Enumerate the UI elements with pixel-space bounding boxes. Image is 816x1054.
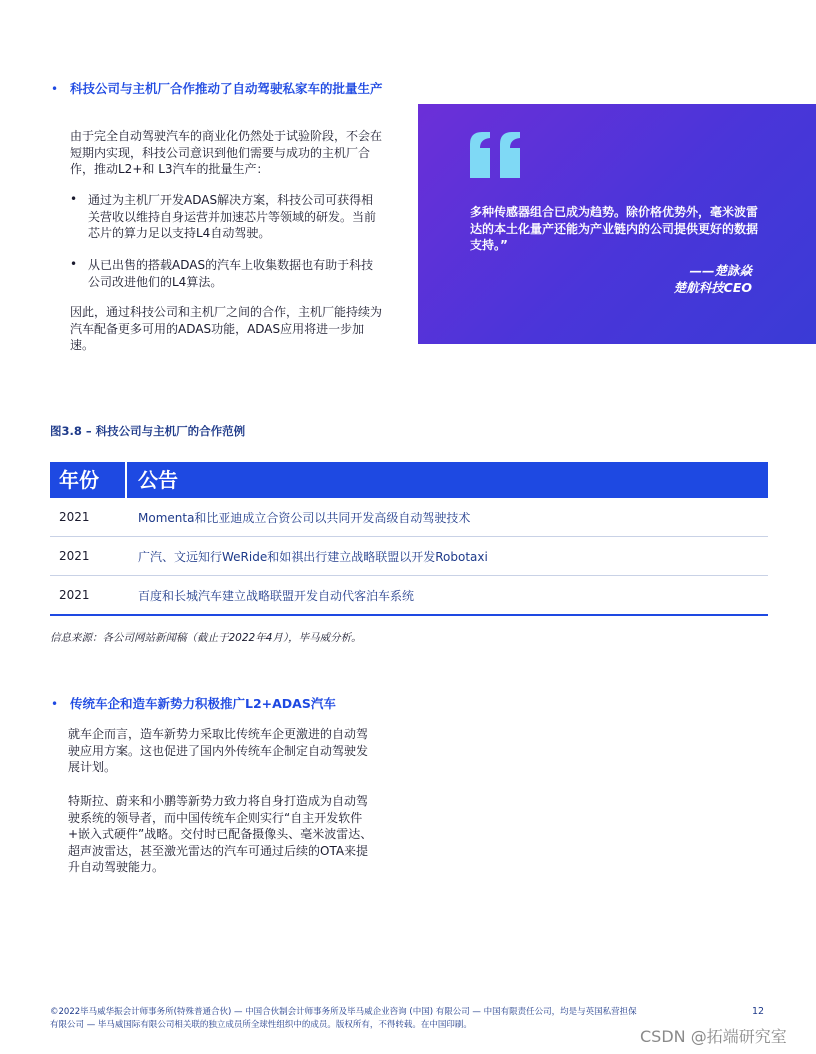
- sub-bullet-dot: •: [70, 192, 78, 206]
- section1-bullet-1: 通过为主机厂开发ADAS解决方案，科技公司可获得相关营收以维持自身运营并加速芯片等领域的研发。当前芯片的算力足以支持L4自动驾驶。: [88, 193, 377, 240]
- section2-heading: 传统车企和造车新势力积极推广L2+ADAS汽车: [70, 696, 336, 711]
- page-number: 12: [752, 1006, 765, 1017]
- cell-announcement: 广汽、文远知行WeRide和如祺出行建立战略联盟以开发Robotaxi: [138, 549, 488, 564]
- section1-heading: 科技公司与主机厂合作推动了自动驾驶私家车的批量生产: [70, 81, 383, 96]
- section1-bullet-2: 从已出售的搭载ADAS的汽车上收集数据也有助于科技公司改进他们的L4算法。: [88, 258, 374, 289]
- table-row: [50, 498, 768, 537]
- quote-mark-icon: [468, 130, 528, 180]
- quote-text: 多种传感器组合已成为趋势。除价格优势外，毫米波雷达的本土化量产还能为产业链内的公司提供更好的数据支持。”: [470, 205, 759, 252]
- section2-paragraph-1: 就车企而言，造车新势力采取比传统车企更激进的自动驾驶应用方案。这也促进了国内外传统车企制定自动驾驶发展计划。: [68, 727, 369, 774]
- figure-source: 信息来源：各公司网站新闻稿（截止于2022年4月），毕马威分析。: [50, 632, 362, 644]
- footer-line-2: 有限公司 — 毕马威国际有限公司相关联的独立成员所全球性组织中的成员。版权所有，不得转载。在中国印刷。: [50, 1020, 472, 1030]
- section1-intro: 由于完全自动驾驶汽车的商业化仍然处于试验阶段，不会在短期内实现，科技公司意识到他们需要与成功的主机厂合作，推动L2+和 L3汽车的批量生产：: [70, 129, 383, 176]
- cell-announcement: 百度和长城汽车建立战略联盟开发自动代客泊车系统: [138, 588, 415, 603]
- quote-box: [418, 104, 816, 344]
- cell-announcement: Momenta和比亚迪成立合资公司以共同开发高级自动驾驶技术: [138, 510, 471, 525]
- column-header-year: 年份: [50, 462, 127, 498]
- table-row: [50, 576, 768, 616]
- table-row: [50, 537, 768, 576]
- cell-year: 2021: [59, 510, 90, 524]
- section1-conclusion: 因此，通过科技公司和主机厂之间的合作，主机厂能持续为汽车配备更多可用的ADAS功能，ADAS应用将进一步加速。: [70, 305, 383, 352]
- cell-year: 2021: [59, 588, 90, 602]
- table-header: [50, 462, 768, 498]
- footer-copyright: [50, 1006, 690, 1032]
- quote-author: ——楚詠焱: [689, 263, 752, 278]
- quote-attribution: [674, 262, 752, 296]
- announcement-table: [50, 462, 768, 616]
- watermark: CSDN @拓端研究室: [640, 1027, 787, 1046]
- section1-bullet-dot: •: [51, 82, 59, 96]
- cell-year: 2021: [59, 549, 90, 563]
- section2-bullet-dot: •: [51, 697, 59, 711]
- section2-paragraph-2: 特斯拉、蔚来和小鹏等新势力致力将自身打造成为自动驾驶系统的领导者，而中国传统车企则实行“自主开发软件+嵌入式硬件”战略。交付时已配备摄像头、毫米波雷达、超声波雷达，甚至激光雷达的汽车可通过后续的OTA来提升自动驾驶能力。: [68, 794, 373, 874]
- quote-author-role: 楚航科技CEO: [673, 280, 752, 295]
- footer-line-1: ©2022毕马威华振会计师事务所(特殊普通合伙) — 中国合伙制会计师事务所及毕马威企业咨询 (中国) 有限公司 — 中国有限责任公司，均是与英国私营担保: [50, 1007, 637, 1017]
- sub-bullet-dot: •: [70, 257, 78, 271]
- column-header-announcement: 公告: [138, 468, 178, 492]
- figure-title: 图3.8 – 科技公司与主机厂的合作范例: [50, 424, 246, 438]
